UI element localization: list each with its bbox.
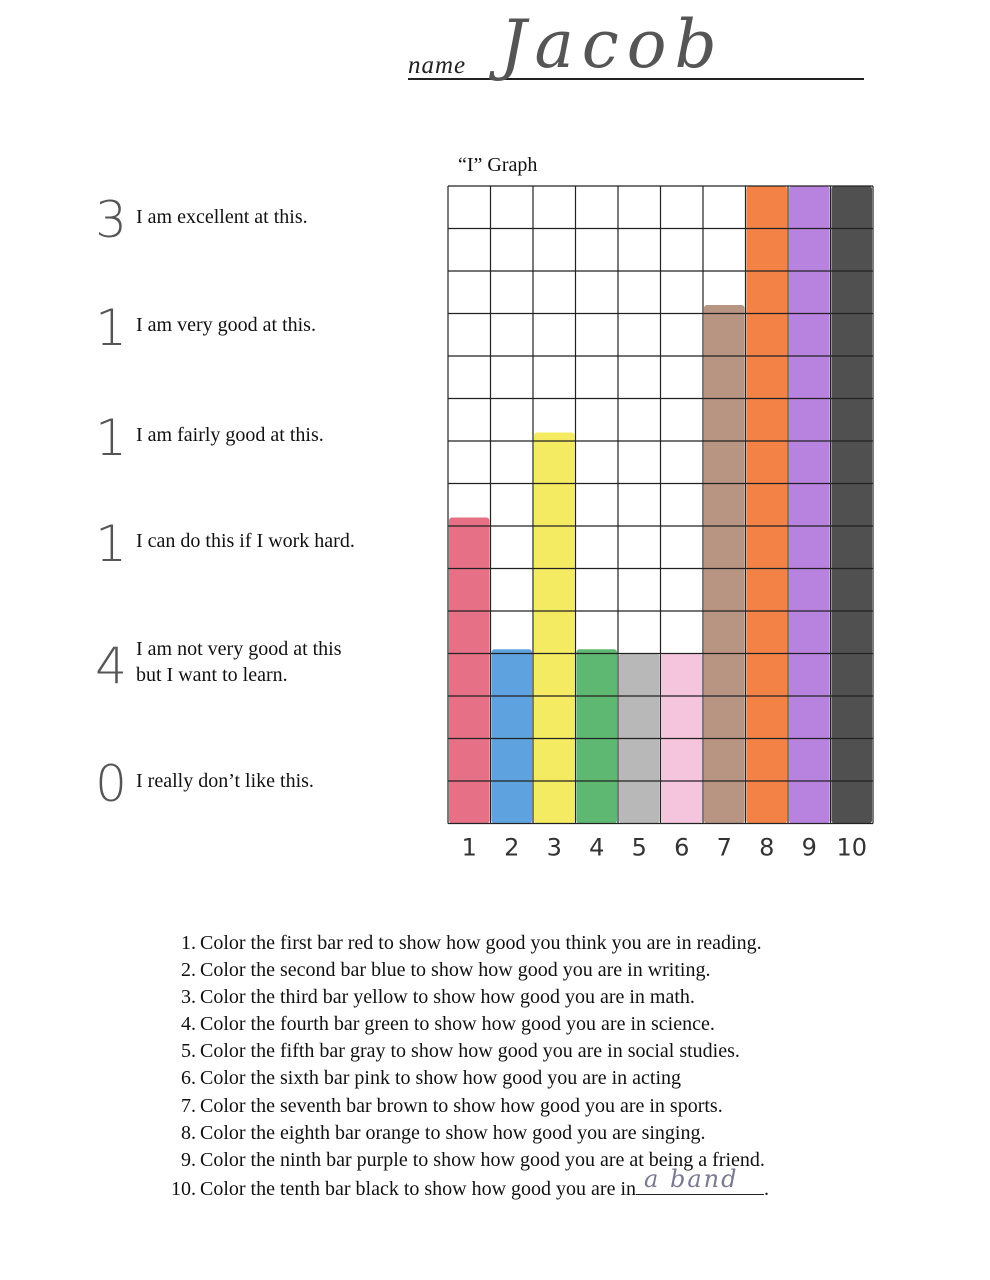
instruction-item <box>160 1038 880 1065</box>
x-tick-label: 4 <box>589 833 605 860</box>
instruction-text: Color the first bar red to show how good you think you are in reading. <box>200 932 762 954</box>
scale-count[interactable]: 0 <box>95 755 127 813</box>
instruction-item <box>160 1065 880 1092</box>
scale-label: I really don’t like this. <box>136 770 314 792</box>
name-label: name <box>408 52 467 79</box>
scale-row-want-to-learn <box>70 632 410 702</box>
bar-10 <box>832 186 873 824</box>
bar-4 <box>577 649 618 823</box>
scale-count[interactable]: 4 <box>95 637 127 695</box>
x-tick-label: 5 <box>631 833 647 860</box>
instructions-list <box>160 930 880 1201</box>
instruction-item <box>160 957 880 984</box>
instruction-text: Color the third bar yellow to show how good you are in math. <box>200 986 695 1009</box>
instruction-number: 8. <box>181 1121 196 1144</box>
instruction-text: Color the sixth bar pink to show how good you are in acting <box>200 1067 682 1090</box>
bar-7 <box>704 305 745 824</box>
scale-row-dont-like <box>70 754 410 814</box>
bar-8 <box>747 186 788 824</box>
instruction-end: . <box>764 1177 770 1200</box>
answer-blank-handwritten: a band <box>644 1164 739 1193</box>
x-tick-label: 7 <box>716 833 732 860</box>
instruction-number: 10. <box>171 1177 196 1200</box>
instruction-item <box>160 984 880 1011</box>
instruction-number: 9. <box>181 1148 196 1171</box>
instruction-number: 1. <box>181 932 196 954</box>
instruction-text: Color the fifth bar gray to show how good you are in social studies. <box>200 1040 740 1063</box>
student-name-handwritten[interactable]: Jacob <box>500 6 725 83</box>
x-tick-label: 3 <box>546 833 562 860</box>
instruction-text: Color the eighth bar orange to show how good you are singing. <box>200 1121 706 1144</box>
x-tick-label: 1 <box>461 833 477 860</box>
i-graph <box>430 180 890 860</box>
scale-label: I can do this if I work hard. <box>136 530 355 552</box>
instruction-text: Color the seventh bar brown to show how good you are in sports. <box>200 1094 723 1117</box>
scale-row-fairly-good <box>70 408 410 468</box>
scale-row-work-hard <box>70 514 410 574</box>
instruction-number: 6. <box>181 1067 196 1090</box>
instruction-item <box>160 1147 880 1174</box>
graph-title: “I” Graph <box>458 154 538 176</box>
scale-count[interactable]: 3 <box>95 191 127 249</box>
scale-label-line2: but I want to learn. <box>136 664 288 686</box>
instruction-item <box>160 1120 880 1147</box>
x-tick-label: 9 <box>801 833 817 860</box>
instruction-number: 5. <box>181 1040 196 1063</box>
scale-count[interactable]: 1 <box>95 515 127 573</box>
scale-label-line1: I am not very good at this <box>136 638 342 660</box>
instruction-item <box>160 1011 880 1038</box>
instruction-number: 4. <box>181 1013 196 1036</box>
bar-2 <box>492 649 533 823</box>
scale-label: I am excellent at this. <box>136 206 308 228</box>
bar-3 <box>534 433 575 824</box>
bar-9 <box>789 186 830 824</box>
instruction-item <box>160 930 880 957</box>
instruction-text: Color the fourth bar green to show how good you are in science. <box>200 1013 715 1036</box>
scale-label: I am very good at this. <box>136 314 316 336</box>
instruction-text: Color the tenth bar black to show how good you are in <box>200 1177 637 1200</box>
answer-blank[interactable] <box>636 1164 764 1195</box>
x-tick-label: 8 <box>759 833 775 860</box>
x-tick-label: 6 <box>674 833 690 860</box>
instruction-number: 7. <box>181 1094 196 1117</box>
instruction-text: Color the second bar blue to show how good you are in writing. <box>200 959 711 982</box>
scale-count[interactable]: 1 <box>95 409 127 467</box>
instruction-item <box>160 1093 880 1120</box>
instruction-item <box>160 1164 880 1201</box>
scale-label: I am fairly good at this. <box>136 424 324 446</box>
instruction-number: 2. <box>181 959 196 982</box>
instruction-number: 3. <box>181 986 196 1009</box>
x-tick-label: 2 <box>504 833 520 860</box>
scale-row-very-good <box>70 298 410 358</box>
instruction-text: Color the ninth bar purple to show how good you are at being a friend. <box>200 1148 765 1171</box>
scale-label <box>136 636 342 688</box>
x-tick-label: 10 <box>836 833 868 860</box>
scale-row-excellent <box>70 190 410 250</box>
bar-1 <box>449 518 490 824</box>
scale-count[interactable]: 1 <box>95 299 127 357</box>
